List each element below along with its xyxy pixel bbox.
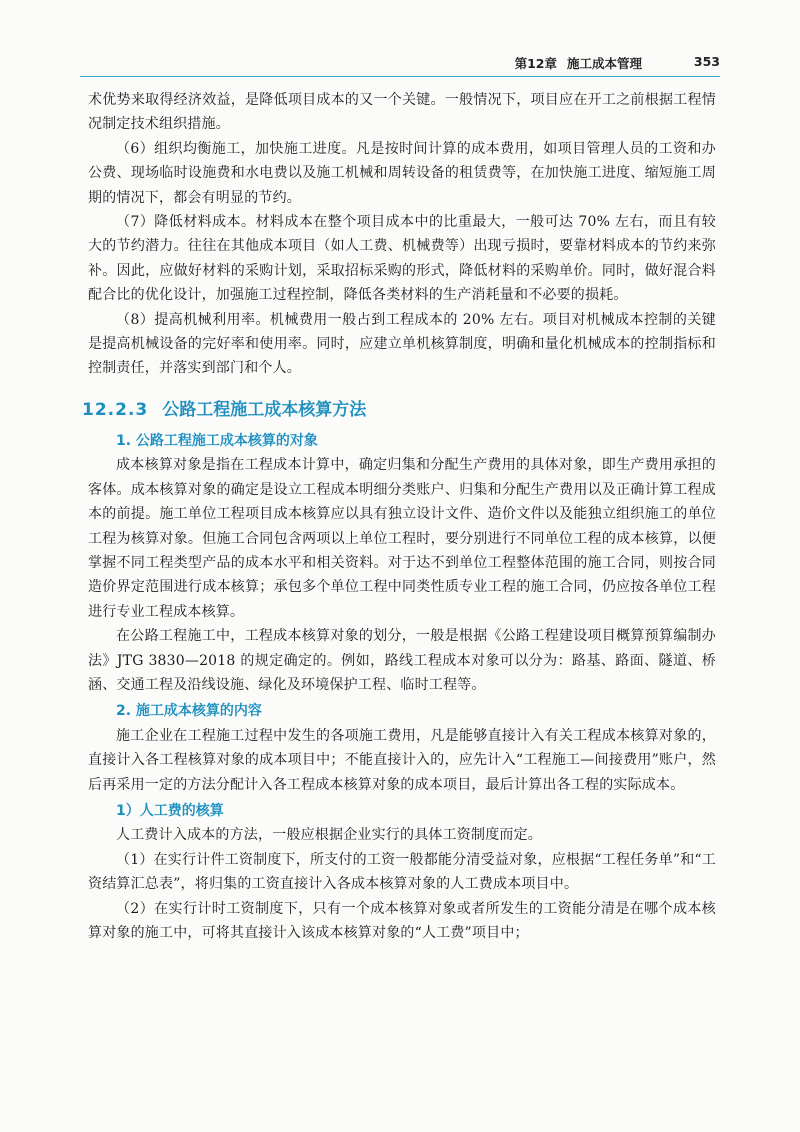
- page-header: [80, 50, 720, 77]
- subheading-1: 1. 公路工程施工成本核算的对象: [116, 432, 318, 449]
- page-body: [82, 88, 716, 945]
- chapter-title: 施工成本管理: [566, 56, 642, 71]
- paragraph-item-8: （8）提高机械利用率。机械费用一般占到工程成本的 20% 左右。项目对机械成本控制的关键是提高机械设备的完好率和使用率。同时，应建立单机核算制度，明确和量化机械成本的控制指标和控制责任，并落实到部门和个人。: [88, 311, 716, 377]
- paragraph-item-7: （7）降低材料成本。材料成本在整个项目成本中的比重最大，一般可达 70% 左右，而且有较大的节约潜力。往往在其他成本项目（如人工费、机械费等）出现亏损时，要靠材料成本的节约来弥补。因此，应做好材料的采购计划，采取招标采购的形式，降低材料的采购单价。同时，做好混合料配合比的优化设计，加强施工过程控制，降低各类材料的生产消耗量和不必要的损耗。: [88, 214, 716, 304]
- running-head: [515, 54, 642, 72]
- paragraph-continued: 术优势来取得经济效益，是降低项目成本的又一个关键。一般情况下，项目应在开工之前根据工程情况制定技术组织措施。: [88, 92, 716, 133]
- chapter-number: 第12章: [514, 56, 557, 71]
- paragraph: （2）在实行计时工资制度下，只有一个成本核算对象或者所发生的工资能分清是在哪个成本核算对象的施工中，可将其直接计入该成本核算对象的“人工费”项目中；: [88, 900, 716, 941]
- paragraph: 施工企业在工程施工过程中发生的各项施工费用，凡是能够直接计入有关工程成本核算对象的，直接计入各工程核算对象的成本项目中；不能直接计入的，应先计入“工程施工—间接费用”账户，然后再采用一定的方法分配计入各工程成本核算对象的成本项目，最后计算出各工程的实际成本。: [88, 727, 716, 793]
- paragraph-item-6: （6）组织均衡施工，加快施工进度。凡是按时间计算的成本费用，如项目管理人员的工资和办公费、现场临时设施费和水电费以及施工机械和周转设备的租赁费等，在加快施工进度、缩短施工周期的情况下，都会有明显的节约。: [88, 140, 716, 206]
- paragraph: 成本核算对象是指在工程成本计算中，确定归集和分配生产费用的具体对象，即生产费用承担的客体。成本核算对象的确定是设立工程成本明细分类账户、归集和分配生产费用以及正确计算工程成本的前提。施工单位工程项目成本核算应以具有独立设计文件、造价文件以及能独立组织施工的单位工程为核算对象。但施工合同包含两项以上单位工程时，要分别进行不同单位工程的成本核算，以便掌握不同工程类型产品的成本水平和相关资料。对于达不到单位工程整体范围的施工合同，则按合同造价界定范围进行成本核算；承包多个单位工程中同类性质专业工程的施工合同，仍应按各单位工程进行专业工程成本核算。: [88, 457, 716, 620]
- paragraph: 人工费计入成本的方法，一般应根据企业实行的具体工资制度而定。: [116, 827, 542, 844]
- section-number: 12.2.3: [82, 399, 149, 420]
- paragraph: （1）在实行计件工资制度下，所支付的工资一般都能分清受益对象，应根据“工程任务单”和“工资结算汇总表”，将归集的工资直接计入各成本核算对象的人工费成本项目中。: [88, 851, 716, 893]
- paragraph: 在公路工程施工中，工程成本核算对象的划分，一般是根据《公路工程建设项目概算预算编制办法》JTG 3830—2018 的规定确定的。例如，路线工程成本对象可以分为：路基、路面、隧道、桥涵、交通工程及沿线设施、绿化及环境保护工程、临时工程等。: [88, 628, 716, 693]
- page-number: 353: [693, 54, 720, 69]
- subheading-3: 1）人工费的核算: [116, 802, 224, 819]
- section-title: 公路工程施工成本核算方法: [162, 399, 367, 420]
- subheading-2: 2. 施工成本核算的内容: [116, 703, 262, 720]
- section-heading: [82, 397, 716, 423]
